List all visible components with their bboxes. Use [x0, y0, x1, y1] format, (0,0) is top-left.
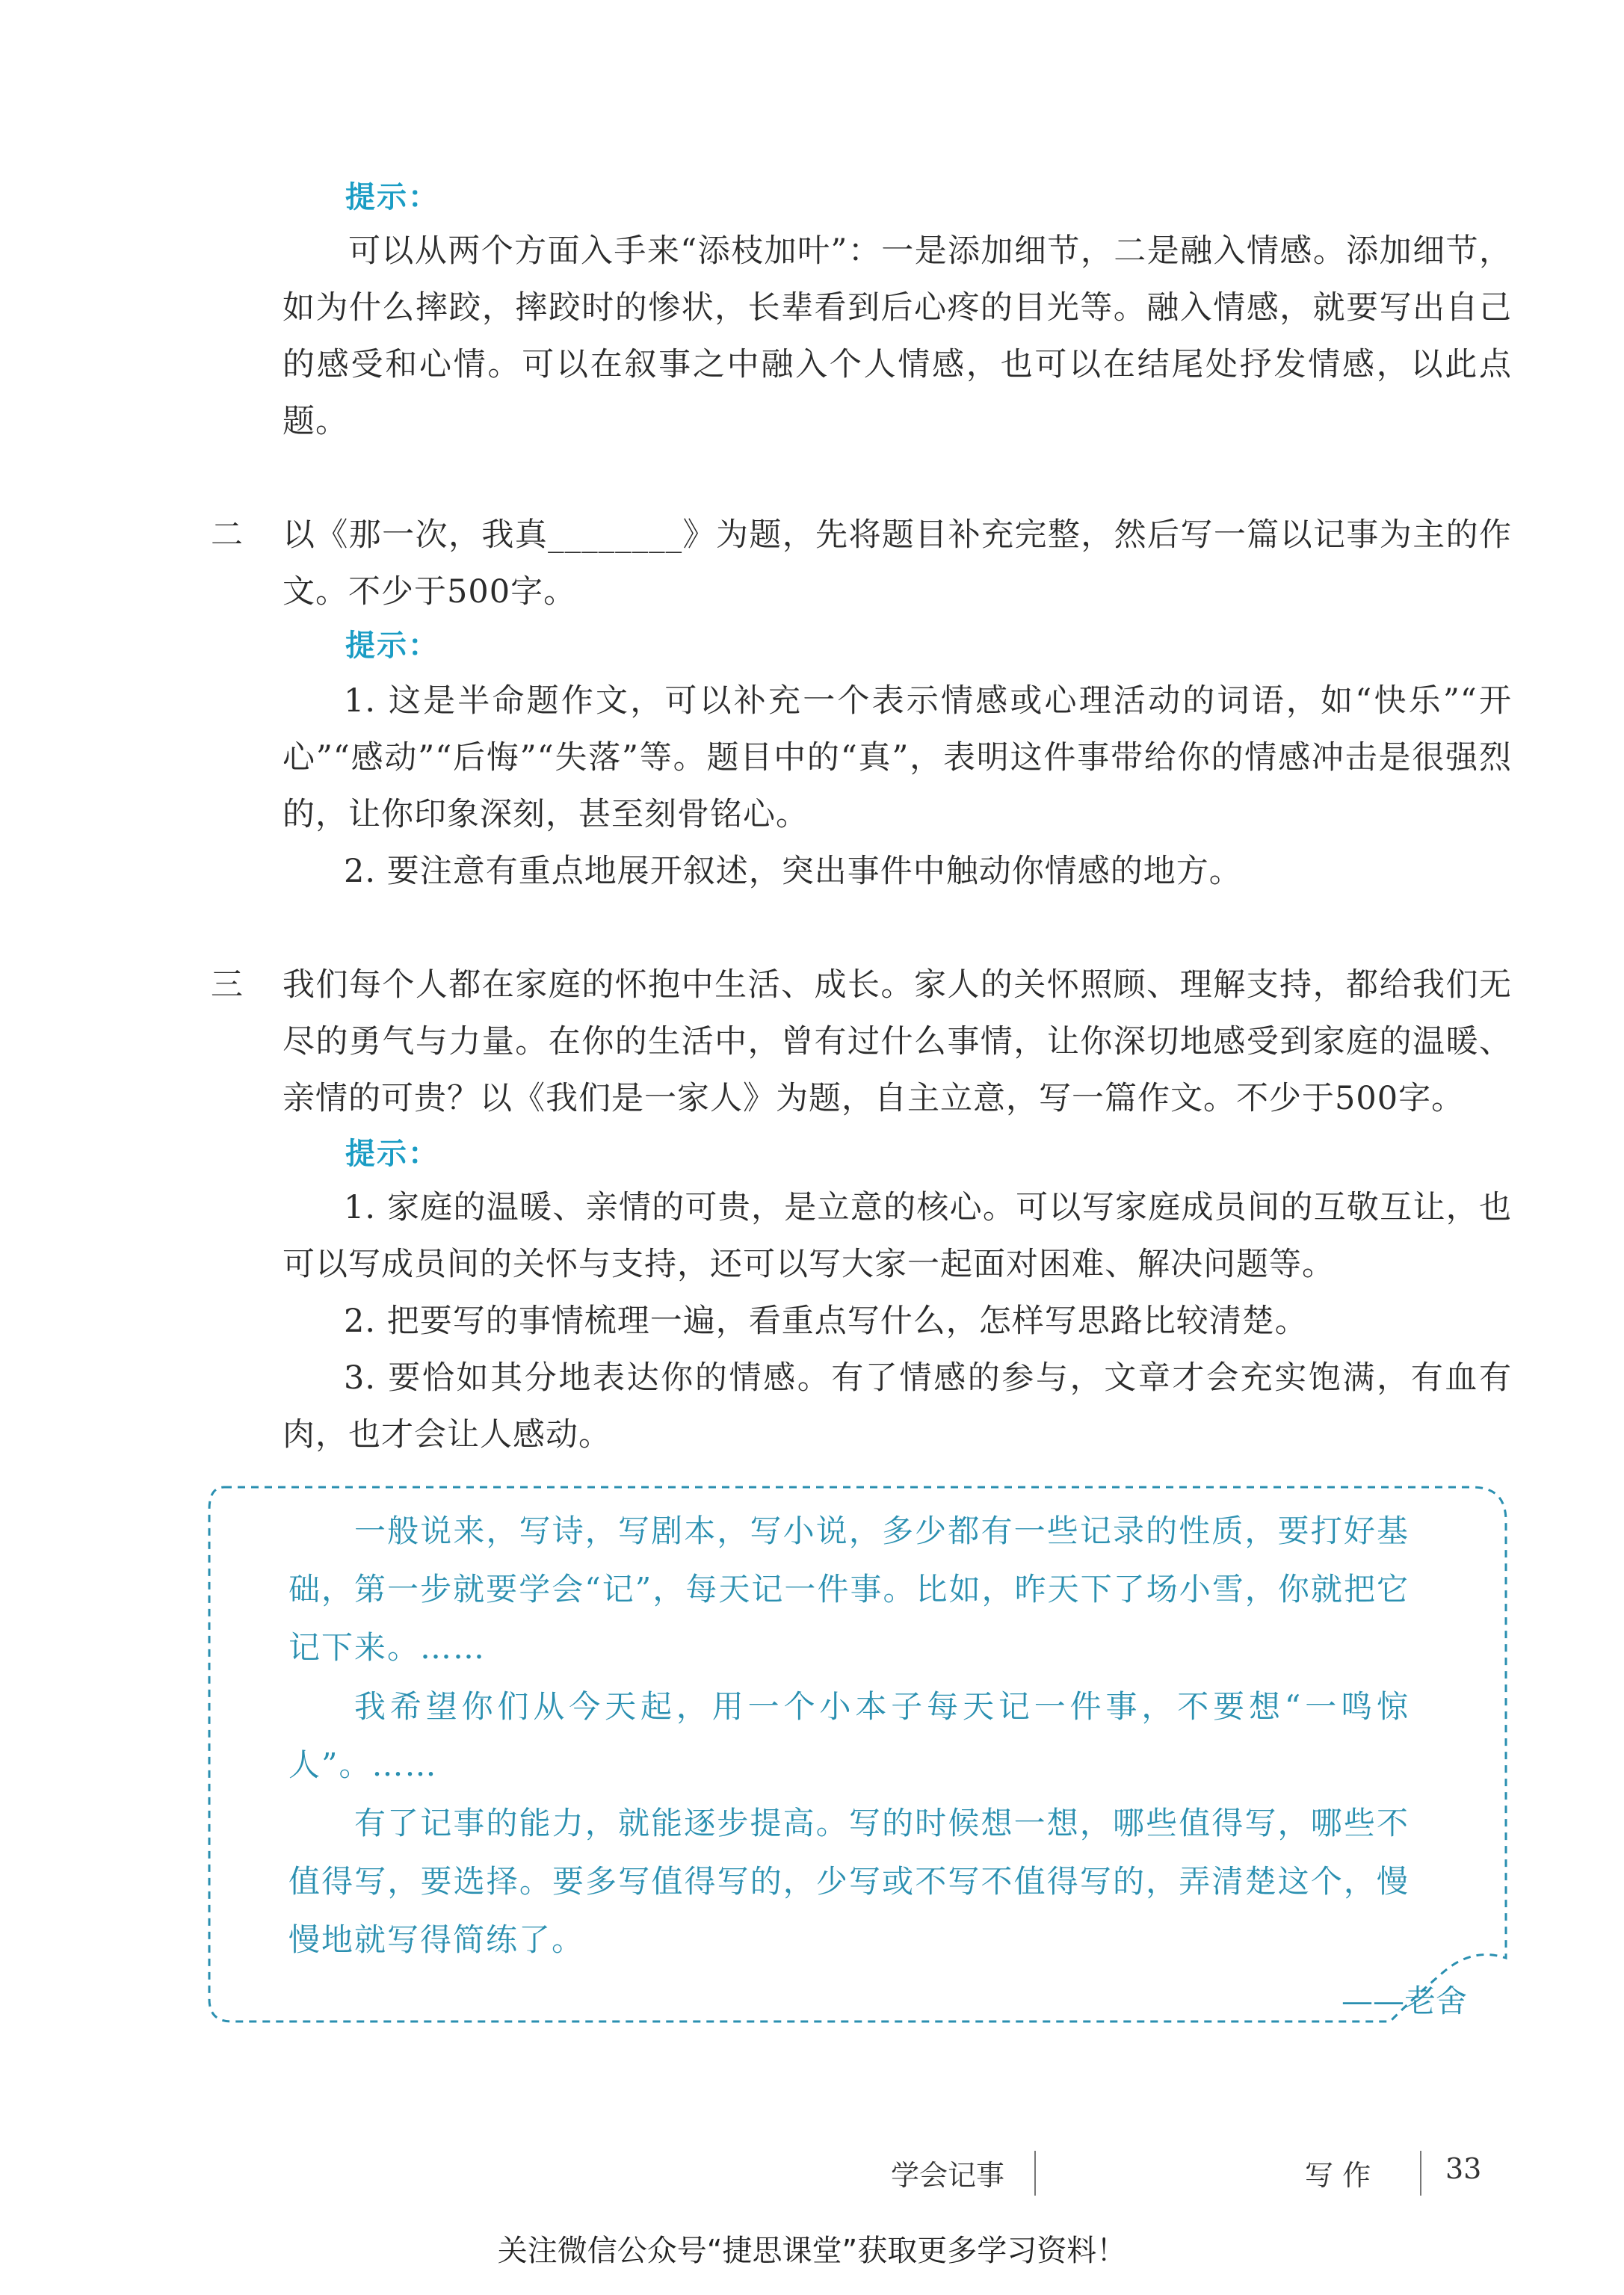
hint-label: 提示：	[345, 180, 439, 214]
footer-category: 写 作	[1305, 2159, 1371, 2192]
footer-divider	[1420, 2151, 1421, 2196]
footer-section-title: 学会记事	[891, 2159, 1005, 2192]
question-text: 以《那一次，我真________》为题，先将题目补充完整，然后写一篇以记事为主的作文。不少于500字。	[282, 516, 1512, 611]
question-number: 二	[211, 516, 243, 554]
hint-label: 提示：	[345, 1137, 439, 1171]
hint-paragraph: 可以从两个方面入手来“添枝加叶”：一是添加细节，二是融入情感。添加细节，如为什么摔跤，摔跤时的惨状，长辈看到后心疼的目光等。融入情感，就要写出自己的感受和心情。可以在叙事之中融入个人情感，也可以在结尾处抒发情感，以此点题。	[282, 232, 1512, 440]
question-text: 我们每个人都在家庭的怀抱中生活、成长。家人的关怀照顾、理解支持，都给我们无尽的勇气与力量。在你的生活中，曾有过什么事情，让你深切地感受到家庭的温暖、亲情的可贵？以《我们是一家人》为题，自主立意，写一篇作文。不少于500字。	[282, 966, 1512, 1117]
quote-paragraph: 有了记事的能力，就能逐步提高。写的时候想一想，哪些值得写，哪些不值得写，要选择。要多写值得写的，少写或不写不值得写的，弄清楚这个，慢慢地就写得简练了。	[288, 1805, 1410, 1958]
hint-item: 2. 把要写的事情梳理一遍，看重点写什么，怎样写思路比较清楚。	[344, 1303, 1308, 1340]
footer-note: 关注微信公众号“捷思课堂”获取更多学习资料！	[497, 2234, 1127, 2268]
hint-item: 1. 家庭的温暖、亲情的可贵，是立意的核心。可以写家庭成员间的互敬互让，也可以写成员间的关怀与支持，还可以写大家一起面对困难、解决问题等。	[282, 1189, 1512, 1283]
quote-paragraph: 一般说来，写诗，写剧本，写小说，多少都有一些记录的性质，要打好基础，第一步就要学会“记”，每天记一件事。比如，昨天下了场小雪，你就把它记下来。……	[288, 1513, 1410, 1666]
quote-author: ——老舍	[1341, 1983, 1467, 2019]
page-number: 33	[1445, 2152, 1482, 2185]
hint-label: 提示：	[345, 628, 439, 663]
hint-item: 1. 这是半命题作文，可以补充一个表示情感或心理活动的词语，如“快乐”“开心”“感动”“后悔”“失落”等。题目中的“真”，表明这件事带给你的情感冲击是很强烈的，让你印象深刻，甚至刻骨铭心。	[282, 682, 1512, 833]
hint-item: 3. 要恰如其分地表达你的情感。有了情感的参与，文章才会充实饱满，有血有肉，也才会让人感动。	[282, 1359, 1512, 1454]
hint-item: 2. 要注意有重点地展开叙述，突出事件中触动你情感的地方。	[344, 853, 1242, 890]
question-number: 三	[211, 966, 243, 1004]
footer-divider	[1034, 2151, 1036, 2196]
quote-paragraph: 我希望你们从今天起，用一个小本子每天记一件事，不要想“一鸣惊人”。……	[288, 1688, 1410, 1783]
